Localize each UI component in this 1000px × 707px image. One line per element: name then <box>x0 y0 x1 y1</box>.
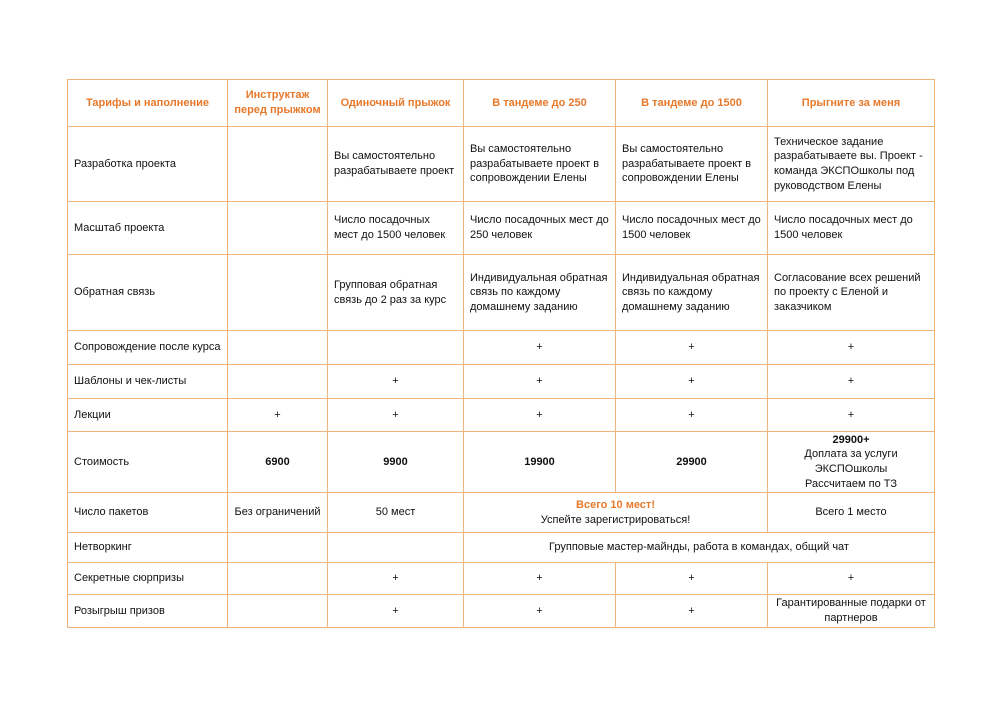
header-solo: Одиночный прыжок <box>328 80 464 127</box>
row-support <box>68 331 935 365</box>
price-tandem-250: 19900 <box>464 432 616 493</box>
row-networking <box>68 533 935 563</box>
price-solo: 9900 <box>328 432 464 493</box>
cell-tandem-1500: Вы самостоятельно разрабатываете проект в сопровождении Елены <box>616 127 768 202</box>
row-label: Стоимость <box>68 432 228 493</box>
row-prizes <box>68 595 935 628</box>
cell-tandem-250: Индивидуальная обратная связь по каждому домашнему заданию <box>464 255 616 331</box>
cell-for-me: + <box>768 331 935 365</box>
cell-tandem-1500: + <box>616 595 768 628</box>
register-note: Успейте зарегистрироваться! <box>540 513 691 526</box>
cell-for-me: Всего 1 место <box>768 493 935 533</box>
header-tariffs: Тарифы и наполнение <box>68 80 228 127</box>
header-tandem-250: В тандеме до 250 <box>464 80 616 127</box>
row-packages <box>68 493 935 533</box>
cell-empty <box>328 331 464 365</box>
cell-tandem-250: Вы самостоятельно разрабатываете проект в сопровождении Елены <box>464 127 616 202</box>
cell-empty <box>228 202 328 255</box>
cell-solo: + <box>328 563 464 595</box>
cell-tandem-1500: Индивидуальная обратная связь по каждому домашнему заданию <box>616 255 768 331</box>
row-price <box>68 432 935 493</box>
price-note: Доплата за услуги <box>804 448 898 461</box>
row-label: Разработка проекта <box>68 127 228 202</box>
cell-solo: Вы самостоятельно разрабатываете проект <box>328 127 464 202</box>
cell-for-me: Согласование всех решений по проекту с Еленой и заказчиком <box>768 255 935 331</box>
cell-solo: Число посадочных мест до 1500 человек <box>328 202 464 255</box>
row-lectures <box>68 399 935 432</box>
cell-empty <box>328 533 464 563</box>
row-label: Нетворкинг <box>68 533 228 563</box>
cell-tandem-250: + <box>464 399 616 432</box>
pricing-table <box>67 79 935 628</box>
cell-for-me: + <box>768 399 935 432</box>
cell-solo: + <box>328 399 464 432</box>
cell-solo: + <box>328 595 464 628</box>
cell-empty <box>228 255 328 331</box>
cell-solo: + <box>328 365 464 399</box>
row-label: Шаблоны и чек-листы <box>68 365 228 399</box>
cell-tandem-250: + <box>464 595 616 628</box>
header-for-me: Прыгните за меня <box>768 80 935 127</box>
cell-empty <box>228 365 328 399</box>
row-surprises <box>68 563 935 595</box>
cell-tandem-1500: + <box>616 399 768 432</box>
header-row <box>68 80 935 127</box>
price-tandem-1500: 29900 <box>616 432 768 493</box>
cell-tandem-250: + <box>464 563 616 595</box>
cell-tandem-merged <box>464 493 768 533</box>
row-feedback <box>68 255 935 331</box>
row-label: Секретные сюрпризы <box>68 563 228 595</box>
row-label: Масштаб проекта <box>68 202 228 255</box>
row-project-dev <box>68 127 935 202</box>
row-project-scale <box>68 202 935 255</box>
cell-empty <box>228 127 328 202</box>
row-label: Сопровождение после курса <box>68 331 228 365</box>
cell-empty <box>228 595 328 628</box>
header-briefing: Инструктаж перед прыжком <box>228 80 328 127</box>
row-label: Обратная связь <box>68 255 228 331</box>
cell-empty <box>228 563 328 595</box>
header-tandem-1500: В тандеме до 1500 <box>616 80 768 127</box>
cell-empty <box>228 331 328 365</box>
cell-for-me: + <box>768 563 935 595</box>
row-label: Число пакетов <box>68 493 228 533</box>
cell-for-me: + <box>768 365 935 399</box>
row-templates <box>68 365 935 399</box>
cell-tandem-1500: + <box>616 331 768 365</box>
price-note: ЭКСПОшколы <box>814 463 888 475</box>
cell-tandem-250: Число посадочных мест до 250 человек <box>464 202 616 255</box>
cell-tandem-250: + <box>464 331 616 365</box>
cell-solo: Групповая обратная связь до 2 раз за курс <box>328 255 464 331</box>
price-for-me: 29900+ <box>832 433 870 446</box>
cell-briefing: + <box>228 399 328 432</box>
row-label: Розыгрыш призов <box>68 595 228 628</box>
cell-tandem-1500: + <box>616 563 768 595</box>
price-note: Рассчитаем по ТЗ <box>805 477 897 490</box>
cell-for-me: Техническое задание разрабатываете вы. Проект - команда ЭКСПОшколы под руководством Елены <box>768 127 935 202</box>
cell-solo: 50 мест <box>328 493 464 533</box>
cell-for-me <box>768 432 935 493</box>
price-briefing: 6900 <box>228 432 328 493</box>
row-label: Лекции <box>68 399 228 432</box>
cell-tandem-1500: + <box>616 365 768 399</box>
cell-for-me: Число посадочных мест до 1500 человек <box>768 202 935 255</box>
cell-empty <box>228 533 328 563</box>
cell-tandem-1500: Число посадочных мест до 1500 человек <box>616 202 768 255</box>
cell-networking-merged: Групповые мастер-майнды, работа в командах, общий чат <box>464 533 935 563</box>
cell-for-me: Гарантированные подарки от партнеров <box>768 595 935 628</box>
cell-tandem-250: + <box>464 365 616 399</box>
seats-highlight: Всего 10 мест! <box>576 498 655 511</box>
cell-briefing: Без ограничений <box>228 493 328 533</box>
